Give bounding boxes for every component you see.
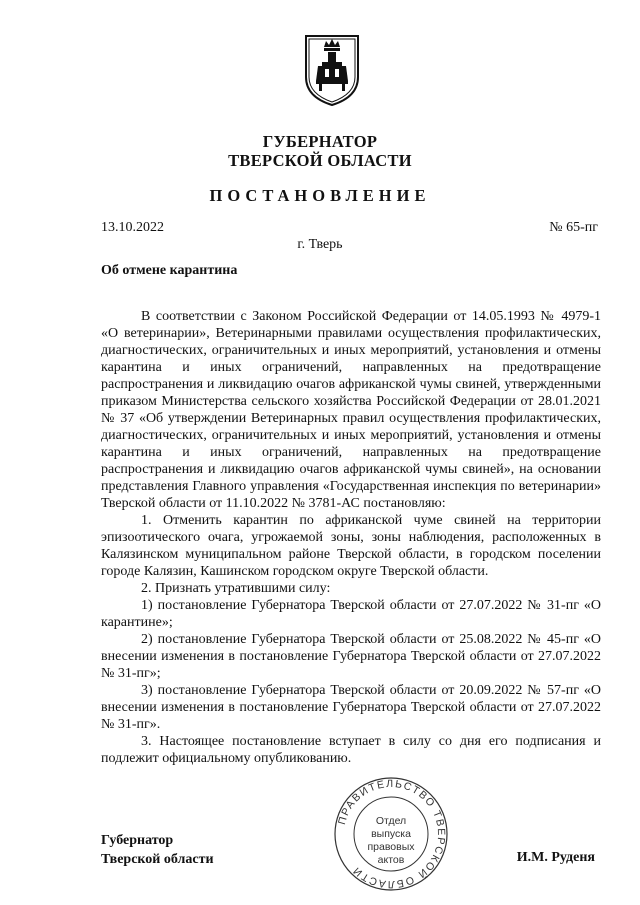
document-body xyxy=(101,308,601,767)
stamp-center-text xyxy=(343,815,439,867)
document-subject: Об отмене карантина xyxy=(101,263,238,278)
stamp-line-3: правовых xyxy=(367,841,415,853)
signatory-position-line2: Тверской области xyxy=(101,852,214,867)
signatory-name: И.М. Руденя xyxy=(516,850,595,865)
stamp-line-2: выпуска xyxy=(371,828,411,840)
signatory-position-line1: Губернатор xyxy=(101,833,174,848)
signatory-position xyxy=(101,831,214,869)
document-date: 13.10.2022 xyxy=(101,220,164,235)
issuer-region: ТВЕРСКОЙ ОБЛАСТИ xyxy=(228,151,412,170)
clause-2-item-1: 1) постановление Губернатора Тверской области от 27.07.2022 № 31-пг «О карантине»; xyxy=(101,598,601,630)
document-city: г. Тверь xyxy=(297,237,343,252)
clause-2-item-2: 2) постановление Губернатора Тверской области от 25.08.2022 № 45-пг «О внесении изменения в постановление Губернатора Тверской области от 27.07.2022 № 31-пг»; xyxy=(101,632,601,681)
stamp-line-1: Отдел xyxy=(375,815,407,827)
stamp-line-4: актов xyxy=(377,854,405,866)
document-type: ПОСТАНОВЛЕНИЕ xyxy=(209,186,431,205)
preamble-paragraph: В соответствии с Законом Российской Федерации от 14.05.1993 № 4979-1 «О ветеринарии», Ветеринарными правилами осуществления профилактических, диагностических, ограничительных и иных мероприятий, установления и отмены карантина и иных ограничений, направленных на предотвращение распространения и ликвидацию очагов африканской чумы свиней, утвержденными приказом Министерства сельского хозяйства Российской Федерации от 28.01.2021 № 37 «Об утверждении Ветеринарных правил осуществления профилактических, диагностических, ограничительных и иных мероприятий, установления и отмены карантина и иных ограничений, направленных на предотвращение распространения и ликвидацию очагов африканской чумы свиней», на основании представления Главного управления «Государственная инспекция по ветеринарии» Тверской области от 11.10.2022 № 3781-АС постановляю: xyxy=(101,309,601,511)
clause-3: 3. Настоящее постановление вступает в силу со дня его подписания и подлежит официальному опубликованию. xyxy=(101,734,601,766)
tver-coat-of-arms-icon xyxy=(302,33,362,107)
clause-2-item-3: 3) постановление Губернатора Тверской области от 20.09.2022 № 57-пг «О внесении изменения в постановление Губернатора Тверской области от 27.07.2022 № 31-пг». xyxy=(101,683,601,732)
document-number: № 65-пг xyxy=(549,220,598,235)
clause-1: 1. Отменить карантин по африканской чуме свиней на территории эпизоотического очага, угрожаемой зоны, зоны наблюдения, расположенных в Калязинском муниципальном районе Тверской области, в городском поселении городе Калязин, Кашинском городском округе Тверской области. xyxy=(101,513,601,579)
issuer-title: ГУБЕРНАТОР xyxy=(262,132,378,151)
stamp-ring-text: ПРАВИТЕЛЬСТВО ТВЕРСКОЙ ОБЛАСТИ xyxy=(335,777,448,891)
clause-2: 2. Признать утратившими силу: xyxy=(141,581,331,596)
